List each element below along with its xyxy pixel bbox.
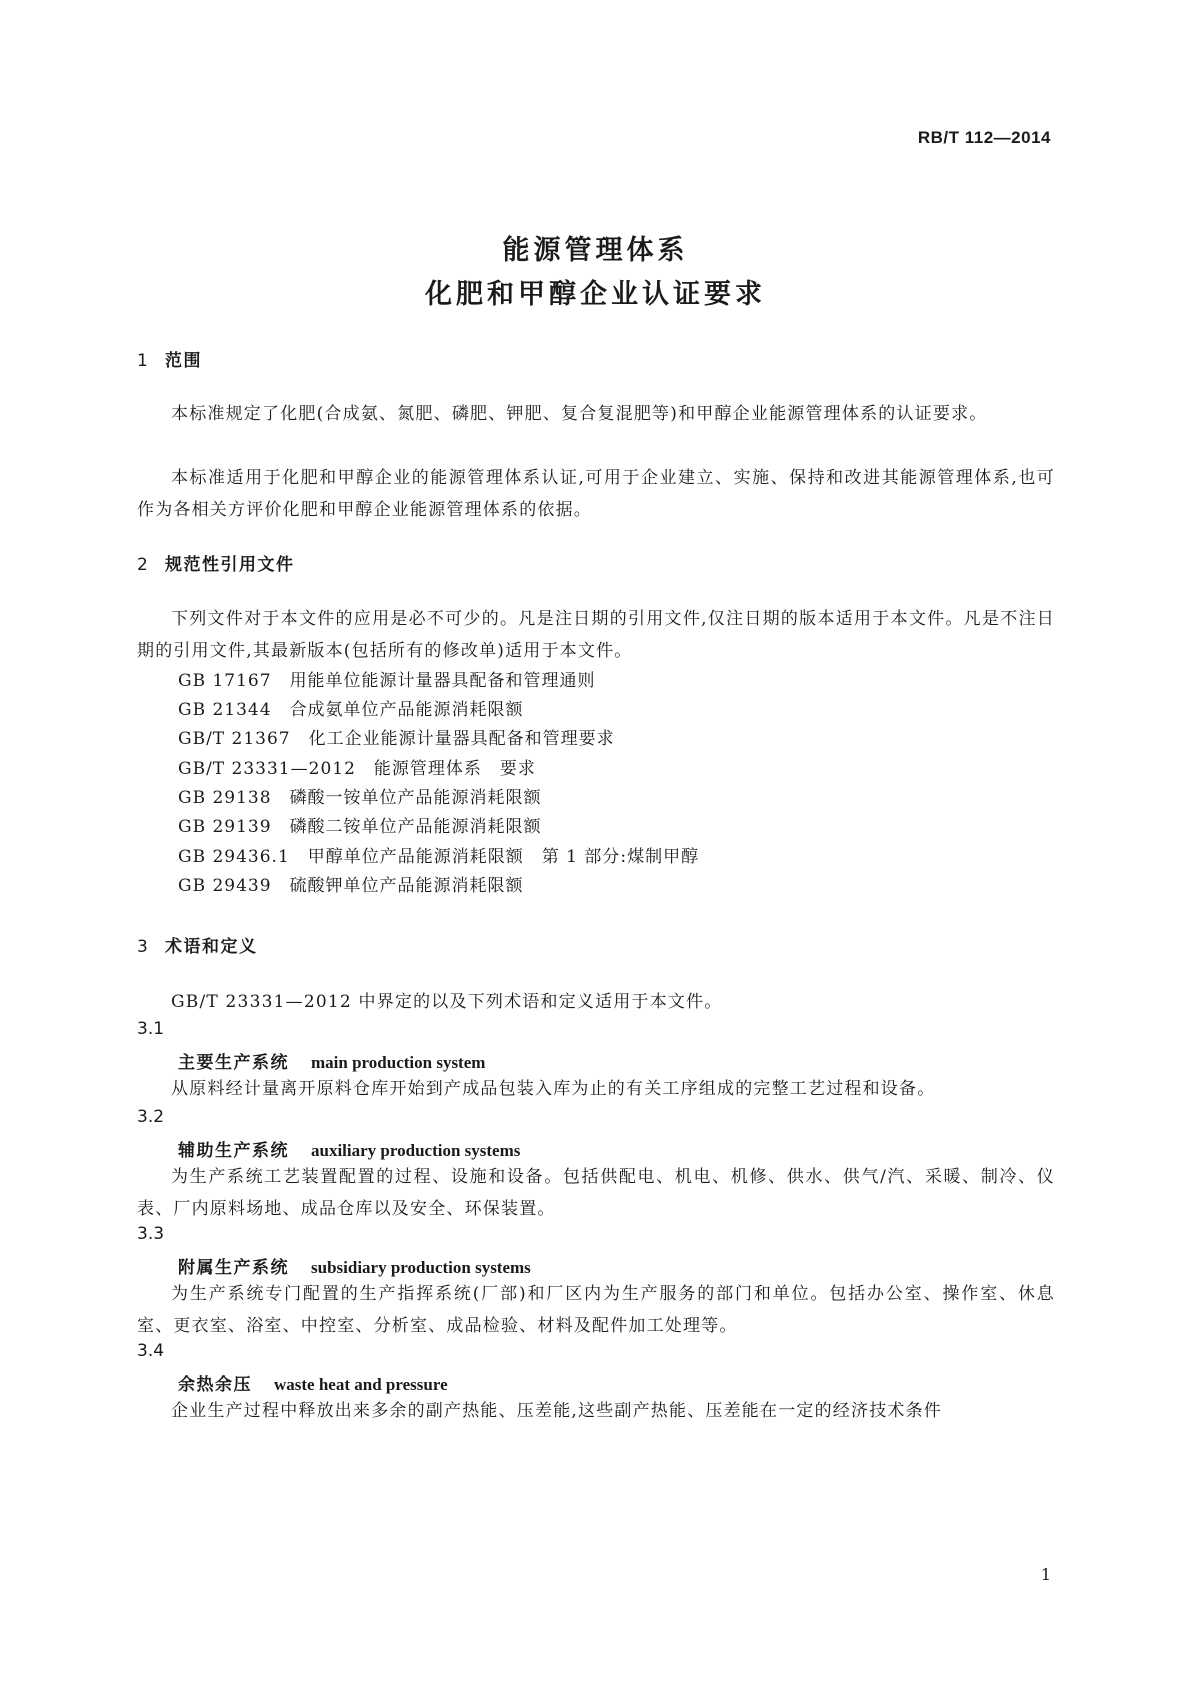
reference-code: GB 29138 bbox=[178, 788, 272, 808]
clause-number: 3.3 bbox=[137, 1224, 165, 1244]
reference-code: GB/T 23331—2012 bbox=[178, 759, 356, 779]
standard-code: RB/T 112—2014 bbox=[917, 128, 1051, 147]
section-number: 2 bbox=[137, 555, 150, 575]
term-heading bbox=[178, 1253, 531, 1278]
term-english: auxiliary production systems bbox=[311, 1141, 521, 1160]
term-chinese: 余热余压 bbox=[178, 1375, 252, 1395]
reference-item bbox=[178, 695, 524, 720]
clause-number: 3.4 bbox=[137, 1341, 165, 1361]
reference-code: GB 29439 bbox=[178, 876, 272, 896]
reference-item bbox=[178, 666, 596, 691]
reference-title: 硫酸钾单位产品能源消耗限额 bbox=[289, 876, 524, 896]
reference-code: GB 21344 bbox=[178, 700, 272, 720]
reference-title: 化工企业能源计量器具配备和管理要求 bbox=[308, 729, 615, 749]
reference-code: GB 29139 bbox=[178, 817, 272, 837]
reference-item bbox=[178, 724, 615, 749]
reference-title: 合成氨单位产品能源消耗限额 bbox=[289, 700, 524, 720]
term-definition: 为生产系统专门配置的生产指挥系统(厂部)和厂区内为生产服务的部门和单位。包括办公室、操作室、休息室、更衣室、浴室、中控室、分析室、成品检验、材料及配件加工处理等。 bbox=[137, 1284, 1055, 1336]
reference-code: GB 17167 bbox=[178, 671, 272, 691]
reference-item bbox=[178, 812, 542, 837]
term-chinese: 辅助生产系统 bbox=[178, 1141, 289, 1161]
reference-item bbox=[178, 754, 536, 779]
reference-title: 能源管理体系 要求 bbox=[373, 759, 536, 779]
term-definition: 从原料经计量离开原料仓库开始到产成品包装入库为止的有关工序组成的完整工艺过程和设备。 bbox=[171, 1079, 936, 1099]
reference-code: GB/T 21367 bbox=[178, 729, 291, 749]
document-title-line-2: 化肥和甲醇企业认证要求 bbox=[425, 279, 766, 310]
section-heading-terms-and-definitions bbox=[137, 932, 258, 957]
page-number: 1 bbox=[1040, 1565, 1051, 1584]
section-title: 规范性引用文件 bbox=[165, 555, 295, 575]
reference-item bbox=[178, 783, 542, 808]
clause-number: 3.1 bbox=[137, 1019, 165, 1039]
section-heading-normative-references bbox=[137, 550, 295, 575]
reference-title: 用能单位能源计量器具配备和管理通则 bbox=[289, 671, 596, 691]
term-heading bbox=[178, 1048, 485, 1073]
scope-paragraph-2: 本标准适用于化肥和甲醇企业的能源管理体系认证,可用于企业建立、实施、保持和改进其能源管理体系,也可作为各相关方评价化肥和甲醇企业能源管理体系的依据。 bbox=[137, 468, 1055, 520]
term-definition: 为生产系统工艺装置配置的过程、设施和设备。包括供配电、机电、机修、供水、供气/汽、采暖、制冷、仪表、厂内原料场地、成品仓库以及安全、环保装置。 bbox=[137, 1167, 1055, 1219]
term-english: subsidiary production systems bbox=[311, 1258, 531, 1277]
section-title: 范围 bbox=[165, 351, 202, 371]
section-title: 术语和定义 bbox=[165, 937, 258, 957]
reference-item bbox=[178, 842, 699, 867]
normative-intro-paragraph: 下列文件对于本文件的应用是必不可少的。凡是注日期的引用文件,仅注日期的版本适用于本文件。凡是不注日期的引用文件,其最新版本(包括所有的修改单)适用于本文件。 bbox=[137, 609, 1055, 661]
scope-paragraph-1: 本标准规定了化肥(合成氨、氮肥、磷肥、钾肥、复合复混肥等)和甲醇企业能源管理体系的认证要求。 bbox=[171, 404, 988, 424]
term-heading bbox=[178, 1136, 520, 1161]
terms-intro-paragraph: GB/T 23331—2012 中界定的以及下列术语和定义适用于本文件。 bbox=[171, 992, 723, 1012]
term-chinese: 附属生产系统 bbox=[178, 1258, 289, 1278]
document-title-line-1: 能源管理体系 bbox=[502, 235, 689, 266]
reference-title: 磷酸二铵单位产品能源消耗限额 bbox=[289, 817, 542, 837]
reference-item bbox=[178, 871, 524, 896]
section-heading-scope bbox=[137, 346, 202, 371]
section-number: 1 bbox=[137, 351, 150, 371]
reference-title: 甲醇单位产品能源消耗限额 第 1 部分:煤制甲醇 bbox=[307, 847, 700, 867]
term-chinese: 主要生产系统 bbox=[178, 1053, 289, 1073]
term-heading bbox=[178, 1370, 448, 1395]
term-english: main production system bbox=[311, 1053, 486, 1072]
section-number: 3 bbox=[137, 937, 150, 957]
term-english: waste heat and pressure bbox=[274, 1375, 448, 1394]
reference-code: GB 29436.1 bbox=[178, 847, 290, 867]
clause-number: 3.2 bbox=[137, 1107, 165, 1127]
term-definition: 企业生产过程中释放出来多余的副产热能、压差能,这些副产热能、压差能在一定的经济技术条件 bbox=[171, 1401, 943, 1421]
reference-title: 磷酸一铵单位产品能源消耗限额 bbox=[289, 788, 542, 808]
